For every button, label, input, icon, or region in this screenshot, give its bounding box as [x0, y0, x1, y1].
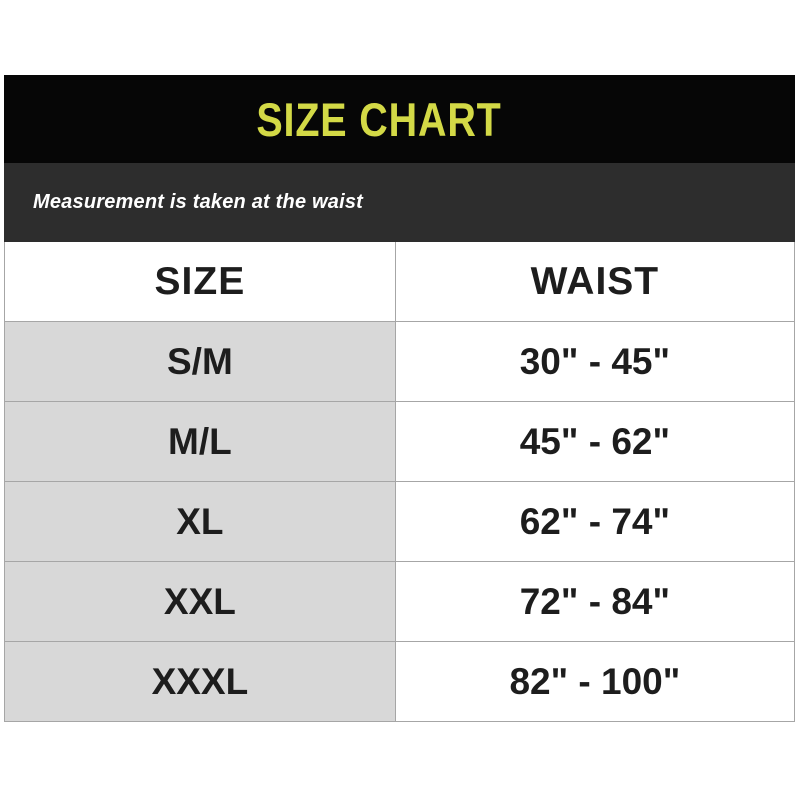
table-header-row: [5, 242, 794, 321]
size-chart-banner: [4, 75, 795, 163]
table-row-sm: [5, 321, 794, 401]
waist-cell: 45" - 62": [396, 402, 794, 481]
measurement-note-bar: [4, 163, 795, 242]
waist-cell: 30" - 45": [396, 322, 794, 401]
table-row-ml: [5, 401, 794, 481]
table-row-xl: [5, 481, 794, 561]
measurement-note-text: Measurement is taken at the waist: [33, 191, 364, 213]
waist-cell: 72" - 84": [396, 562, 794, 641]
size-chart-content: [4, 75, 795, 722]
size-cell: M/L: [5, 402, 396, 481]
size-table: [4, 242, 795, 722]
size-cell: S/M: [5, 322, 396, 401]
size-cell: XXL: [5, 562, 396, 641]
table-row-xxxl: [5, 641, 794, 721]
column-header-waist: WAIST: [396, 242, 794, 321]
waist-cell: 62" - 74": [396, 482, 794, 561]
waist-cell: 82" - 100": [396, 642, 794, 721]
column-header-size: SIZE: [5, 242, 396, 321]
size-cell: XXXL: [5, 642, 396, 721]
size-chart-title: SIZE CHART: [255, 92, 502, 146]
size-cell: XL: [5, 482, 396, 561]
table-row-xxl: [5, 561, 794, 641]
